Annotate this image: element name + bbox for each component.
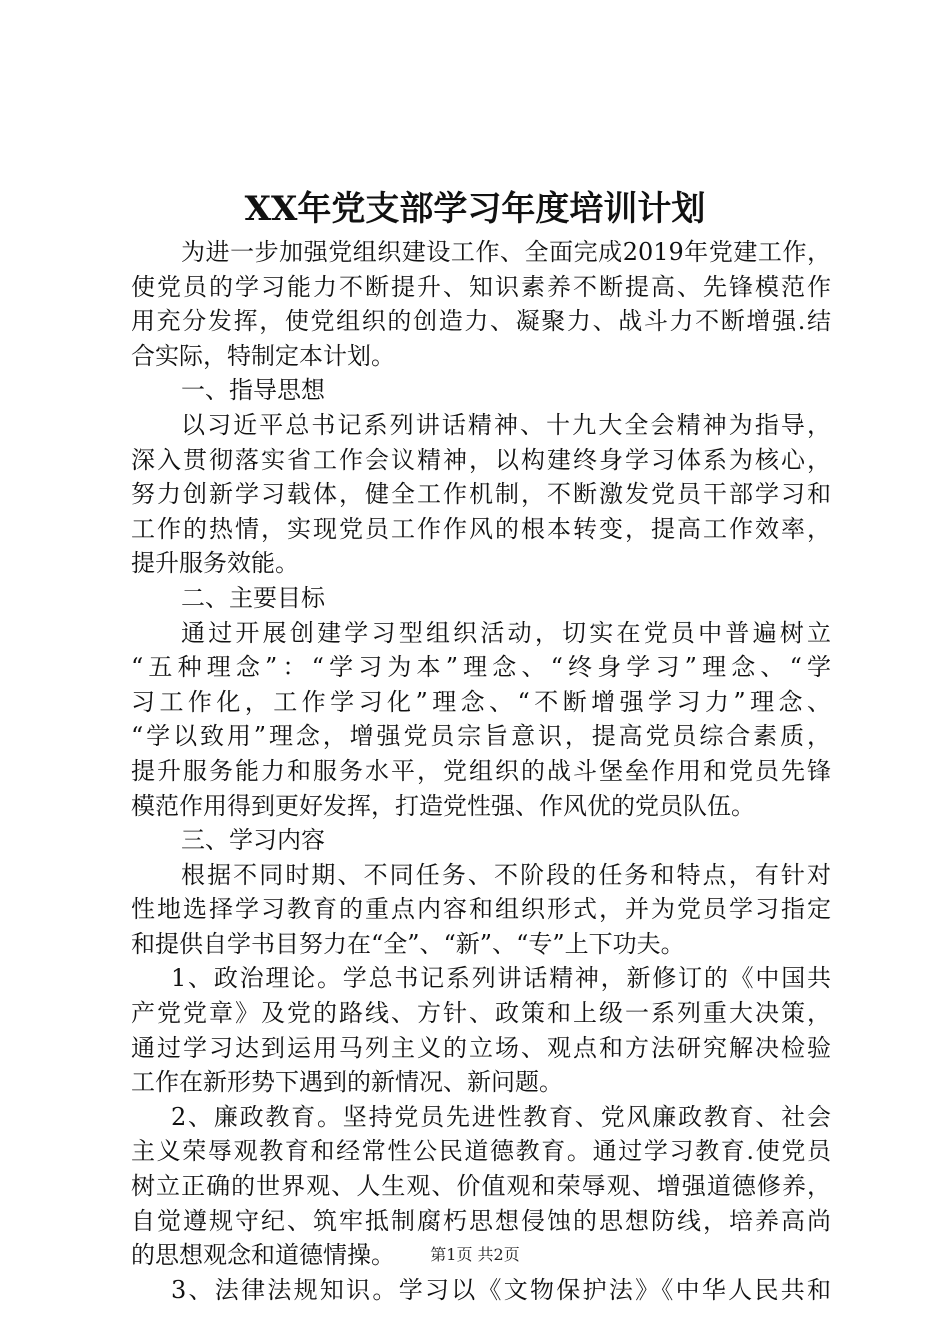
- body-line: 产党党章》及党的路线、方针、政策和上级一系列重大决策，: [131, 999, 831, 1028]
- body-line: 通过学习达到运用马列主义的立场、观点和方法研究解决检验: [131, 1033, 831, 1062]
- body-line: 习工作化，工作学习化”理念、“不断增强学习力”理念、: [131, 687, 831, 716]
- body-line: 树立正确的世界观、人生观、价值观和荣辱观、增强道德修养，: [131, 1172, 831, 1201]
- body-line: 自觉遵规守纪、筑牢抵制腐朽思想侵蚀的思想防线，培养高尚: [131, 1206, 831, 1235]
- body-line: 模范作用得到更好发挥，打造党性强、作风优的党员队伍。: [131, 791, 755, 820]
- body-line: 合实际，特制定本计划。: [131, 341, 395, 370]
- body-line: 使党员的学习能力不断提升、知识素养不断提高、先锋模范作: [131, 272, 831, 301]
- body-line: 用充分发挥，使党组织的创造力、凝聚力、战斗力不断增强.结: [131, 307, 831, 336]
- body-line: 为进一步加强党组织建设工作、全面完成2019年党建工作，: [181, 238, 831, 266]
- body-line: 1、政治理论。学总书记系列讲话精神，新修订的《中国共: [171, 964, 831, 993]
- document-body: [131, 235, 831, 1307]
- section-heading: 二、主要目标: [181, 583, 325, 612]
- body-line: 以习近平总书记系列讲话精神、十九大全会精神为指导，: [181, 410, 831, 439]
- body-line: 深入贯彻落实省工作会议精神，以构建终身学习体系为核心，: [131, 445, 831, 474]
- body-line: 工作在新形势下遇到的新情况、新问题。: [131, 1068, 563, 1097]
- body-line: 性地选择学习教育的重点内容和组织形式，并为党员学习指定: [131, 895, 831, 924]
- body-line: “学以致用”理念，增强党员宗旨意识，提高党员综合素质，: [131, 722, 831, 751]
- body-line: 3、法律法规知识。学习以《文物保护法》《中华人民共和: [171, 1275, 831, 1304]
- body-line: 2、廉政教育。坚持党员先进性教育、党风廉政教育、社会: [171, 1102, 831, 1131]
- body-line: 提升服务效能。: [131, 549, 299, 578]
- body-line: 的思想观念和道德情操。: [131, 1241, 395, 1270]
- body-line: “五种理念”：“学习为本”理念、“终身学习”理念、“学: [131, 653, 831, 682]
- body-line: 根据不同时期、不同任务、不阶段的任务和特点，有针对: [181, 860, 831, 889]
- section-heading: 三、学习内容: [181, 826, 325, 855]
- document-title: XX年党支部学习年度培训计划: [244, 189, 706, 229]
- body-line: 主义荣辱观教育和经常性公民道德教育。通过学习教育.使党员: [131, 1137, 831, 1166]
- body-line: 工作的热情，实现党员工作作风的根本转变，提高工作效率，: [131, 514, 831, 543]
- body-line: 通过开展创建学习型组织活动，切实在党员中普遍树立: [181, 618, 831, 647]
- body-line: 努力创新学习载体，健全工作机制，不断激发党员干部学习和: [131, 480, 831, 509]
- page-number: 第1页 共2页: [430, 1245, 520, 1264]
- body-line: 和提供自学书目努力在“全”、“新”、“专”上下功夫。: [131, 929, 685, 958]
- body-line: 提升服务能力和服务水平，党组织的战斗堡垒作用和党员先锋: [131, 756, 831, 785]
- section-heading: 一、指导思想: [181, 376, 325, 405]
